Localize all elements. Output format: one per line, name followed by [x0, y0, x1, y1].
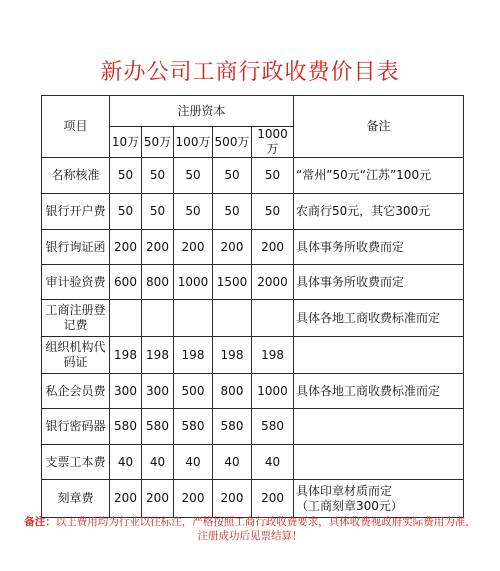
row-value: 40 — [110, 445, 142, 480]
row-value: 300 — [110, 374, 142, 409]
row-value: 1000 — [174, 265, 213, 300]
header-capital-col: 500万 — [213, 127, 252, 158]
row-value: 200 — [252, 230, 294, 265]
row-value: 580 — [174, 409, 213, 445]
row-name: 银行询证函 — [42, 230, 110, 265]
row-value: 198 — [110, 337, 142, 374]
row-value: 50 — [142, 194, 174, 230]
row-note — [294, 480, 464, 518]
row-value: 800 — [213, 374, 252, 409]
row-value: 580 — [110, 409, 142, 445]
row-name: 工商注册登记费 — [42, 300, 110, 337]
row-value: 580 — [142, 409, 174, 445]
row-value: 50 — [110, 194, 142, 230]
row-note-line: （工商刻章300元） — [296, 498, 403, 513]
table-row — [42, 409, 464, 445]
row-note — [294, 409, 464, 445]
footnote-line: 注册成功后见票结算！ — [197, 530, 303, 542]
row-value: 1500 — [213, 265, 252, 300]
header-item: 项目 — [42, 96, 110, 158]
row-name: 银行开户费 — [42, 194, 110, 230]
row-value: 40 — [252, 445, 294, 480]
row-name: 支票工本费 — [42, 445, 110, 480]
table-row — [42, 300, 464, 337]
row-value — [174, 300, 213, 337]
table-row — [42, 194, 464, 230]
row-note: 具体事务所收费而定 — [294, 265, 464, 300]
row-note: 具体事务所收费而定 — [294, 230, 464, 265]
row-value: 50 — [110, 158, 142, 194]
row-value — [252, 300, 294, 337]
row-value: 200 — [252, 480, 294, 518]
row-value — [110, 300, 142, 337]
row-value: 500 — [174, 374, 213, 409]
table-row — [42, 158, 464, 194]
row-value: 50 — [174, 194, 213, 230]
row-value: 600 — [110, 265, 142, 300]
row-note-line: 具体印章材质而定 — [296, 483, 393, 498]
row-value: 200 — [174, 230, 213, 265]
table-row — [42, 230, 464, 265]
table-row — [42, 374, 464, 409]
row-name: 刻章费 — [42, 480, 110, 518]
row-value: 198 — [213, 337, 252, 374]
row-value: 200 — [142, 230, 174, 265]
row-value: 198 — [174, 337, 213, 374]
table-row — [42, 337, 464, 374]
header-capital-col: 1000万 — [252, 127, 294, 158]
row-value: 40 — [213, 445, 252, 480]
row-value: 200 — [142, 480, 174, 518]
table-row — [42, 480, 464, 518]
row-value: 2000 — [252, 265, 294, 300]
table-row — [42, 265, 464, 300]
row-name: 组织机构代码证 — [42, 337, 110, 374]
row-note: 具体各地工商收费标准而定 — [294, 374, 464, 409]
header-capital-col: 100万 — [174, 127, 213, 158]
header-capital-col: 10万 — [110, 127, 142, 158]
header-note: 备注 — [294, 96, 464, 158]
row-value: 200 — [174, 480, 213, 518]
fee-table — [41, 95, 464, 518]
row-value: 200 — [213, 480, 252, 518]
row-note: 具体各地工商收费标准而定 — [294, 300, 464, 337]
row-value: 198 — [142, 337, 174, 374]
row-value — [142, 300, 174, 337]
row-name: 私企会员费 — [42, 374, 110, 409]
row-value — [213, 300, 252, 337]
row-value: 1000 — [252, 374, 294, 409]
row-name: 名称核准 — [42, 158, 110, 194]
row-value: 40 — [142, 445, 174, 480]
footnote-text: 以上费用均为行业以往标注，严格按照工商行政收费要求，具体收费视政府实际费用为准， — [55, 516, 476, 528]
page-title: 新办公司工商行政收费价目表 — [100, 60, 400, 85]
row-value: 50 — [142, 158, 174, 194]
row-name: 审计验资费 — [42, 265, 110, 300]
row-note: 农商行50元，其它300元 — [294, 194, 464, 230]
row-value: 40 — [174, 445, 213, 480]
row-note: “常州”50元“江苏”100元 — [294, 158, 464, 194]
row-value: 50 — [174, 158, 213, 194]
footnote-label: 备注： — [24, 516, 56, 528]
row-value: 198 — [252, 337, 294, 374]
row-value: 200 — [213, 230, 252, 265]
row-note — [294, 445, 464, 480]
header-capital: 注册资本 — [110, 96, 294, 127]
row-note — [294, 337, 464, 374]
row-value: 800 — [142, 265, 174, 300]
row-value: 580 — [252, 409, 294, 445]
row-value: 50 — [252, 158, 294, 194]
row-value: 200 — [110, 230, 142, 265]
row-name: 银行密码器 — [42, 409, 110, 445]
row-value: 300 — [142, 374, 174, 409]
row-value: 50 — [252, 194, 294, 230]
row-value: 50 — [213, 158, 252, 194]
header-capital-col: 50万 — [142, 127, 174, 158]
table-row — [42, 445, 464, 480]
row-value: 200 — [110, 480, 142, 518]
row-value: 50 — [213, 194, 252, 230]
footnote — [18, 515, 482, 543]
footnote-line — [18, 515, 482, 529]
row-value: 580 — [213, 409, 252, 445]
